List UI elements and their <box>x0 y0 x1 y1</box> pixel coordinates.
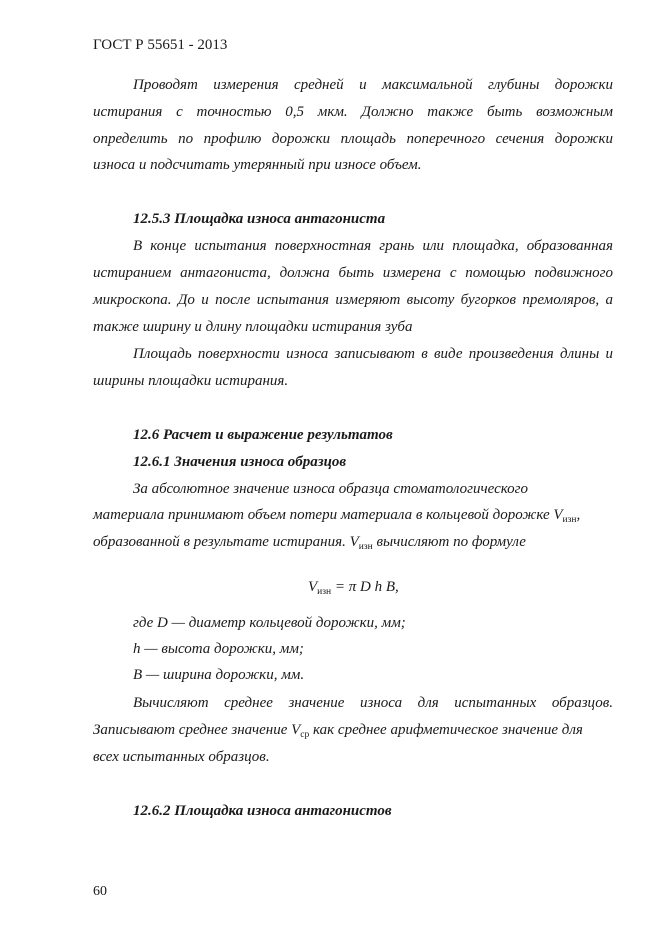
document-header: ГОСТ Р 55651 - 2013 <box>93 37 228 53</box>
para1-line2: истирания с точностью 0,5 мкм. Должно также быть возможным <box>93 104 613 120</box>
section-1253-line1: В конце испытания поверхностная грань или площадка, образованная <box>133 238 613 254</box>
section-1262-title: 12.6.2 Площадка износа антагонистов <box>133 803 392 819</box>
formula-volume: $V_{изн} = \pi$ D h B, <box>308 579 399 597</box>
para1-line4: износа и подсчитать утерянный при износе объем. <box>93 157 422 173</box>
section-1261-line3: образованной в результате истирания. $V_{изн}$ вычисляют по формуле <box>93 534 526 552</box>
section-1261-line4: Вычисляют среднее значение износа для испытанных образцов. <box>133 695 613 711</box>
section-1261-line6: всех испытанных образцов. <box>93 749 270 765</box>
section-1253-title: 12.5.3 Площадка износа антагониста <box>133 211 386 227</box>
v-izn-subscript: изн <box>358 542 373 552</box>
v-sr-subscript: ср <box>300 730 310 740</box>
section-1261-line1: За абсолютное значение износа образца стоматологического <box>133 481 529 497</box>
v-izn-subscript: изн <box>562 515 577 525</box>
where-h: h — высота дорожки, мм; <box>133 641 304 657</box>
section-126-title: 12.6 Расчет и выражение результатов <box>133 427 393 443</box>
para1-line3: определить по профилю дорожки площадь поперечного сечения дорожки <box>93 131 613 147</box>
section-1261-title: 12.6.1 Значения износа образцов <box>133 454 347 470</box>
para1-line1: Проводят измерения средней и максимальной глубины дорожки <box>133 77 613 93</box>
section-1253-line3: микроскопа. До и после испытания измеряют высоту бугорков премоляров, а <box>93 292 613 308</box>
section-1261-line5: Записывают среднее значение $V_{ср}$ как среднее арифметическое значение для <box>93 722 583 740</box>
section-1261-line2: материала принимают объем потери материала в кольцевой дорожке $V_{изн}$, <box>93 507 581 525</box>
where-b: B — ширина дорожки, мм. <box>133 667 305 683</box>
where-d: где D — диаметр кольцевой дорожки, мм; <box>133 615 406 631</box>
section-1253-line6: ширины площадки истирания. <box>93 373 289 389</box>
section-1253-line4: также ширину и длину площадки истирания зуба <box>93 319 413 335</box>
section-1253-line5: Площадь поверхности износа записывают в виде произведения длины и <box>133 346 613 362</box>
section-1253-line2: истиранием антагониста, должна быть измерена с помощью подвижного <box>93 265 613 281</box>
page-number: 60 <box>93 884 107 899</box>
